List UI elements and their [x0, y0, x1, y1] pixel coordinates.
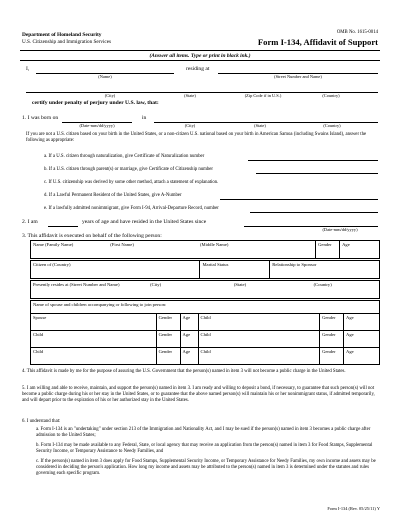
caption-birth-date: (Date-mm/dd/yyyy): [79, 123, 115, 128]
caption-zip: (Zip Code if in U.S.): [244, 93, 282, 98]
residing-at-label: residing at: [186, 66, 210, 72]
item2-text: years of age and have resided in the United States since: [82, 219, 207, 225]
child4-age-label: Age: [182, 349, 191, 354]
child5-age-label: Age: [346, 349, 354, 354]
child5-cell[interactable]: [198, 348, 320, 365]
header-rule-bottom: [20, 60, 380, 61]
accompanying-header-cell: [31, 301, 380, 314]
child1-cell[interactable]: [198, 314, 320, 331]
child2-age-label: Age: [182, 332, 191, 337]
naturalization-number-field[interactable]: [248, 160, 378, 161]
accompanying-header-label: Name of spouse and children accompanying or following to join person:: [33, 302, 167, 307]
item2-label: 2. I am: [22, 219, 38, 225]
child4-gender-cell[interactable]: [156, 348, 180, 365]
spouse-gender-cell[interactable]: [156, 314, 180, 331]
citizenship-number-field[interactable]: [256, 173, 378, 174]
item4-text: 4. This affidavit is made by me for the purpose of assuring the U.S. Government that the person(s) named in item 3 will not become a public charge in the United States.: [22, 369, 346, 374]
item6b-text: b. Form I-134 may be made available to any Federal, State, or local agency that may receive an application from the person(s) named in item 3 for Food Stamps, Supplemental Security Income, or Temporary Assistance to Needy Families, and: [36, 443, 373, 454]
residence-city-label: (City): [150, 282, 162, 287]
agency-name: U.S. Citizenship and Immigration Services: [22, 39, 112, 45]
gender-label: Gender: [318, 242, 332, 247]
i-label: I,: [26, 66, 30, 72]
caption-birth-country: (Country): [323, 123, 341, 128]
relationship-label: Relationship to Sponsor: [272, 262, 317, 267]
child4-cell[interactable]: [31, 348, 157, 365]
item5-text: 5. I am willing and able to receive, maintain, and support the person(s) named in item 3. I am ready and willing to deposit a bond, if necessary, to guarantee that such person(s) will not become a public charge during his or her stay in the United States, or to guarantee that the above named person(s) will maintain his or her nonimmigrant status, if admitted temporarily, and will depart prior to the expiration of his or her authorized stay in the United States.: [22, 386, 375, 403]
item6a-text: a. Form I-134 is an "undertaking" under section 213 of the Immigration and Nationality Act, and I may be sued if the person(s) named in item 3 becomes a public charge after admission to the United States;: [36, 427, 371, 438]
header-rule-top: [20, 50, 380, 51]
spouse-gender-label: Gender: [158, 315, 173, 320]
instructions-text: (Answer all items. Type or print in black ink.): [149, 53, 251, 59]
residence-street-label: Presently resides at (Street Number and Name): [33, 282, 120, 287]
age-cell[interactable]: [340, 241, 380, 259]
residence-state-label: (State): [233, 282, 247, 287]
child1-age-cell[interactable]: [344, 314, 380, 331]
caption-city: (City): [104, 93, 116, 98]
item1-born-on-label: 1. I was born on: [22, 115, 59, 121]
child1-age-label: Age: [346, 315, 354, 320]
caption-birth-city: (City): [184, 123, 196, 128]
item1c-text: c. If U.S. citizenship was derived by some other method, attach a statement of explanation.: [44, 180, 219, 185]
age-field[interactable]: [48, 226, 78, 227]
i94-number-field[interactable]: [250, 212, 378, 213]
item6c-text: c. If the person(s) named in item 3 does apply for Food Stamps, Supplemental Security Income, or Temporary Assistance for Needy Families, my own income and assets may be considered in deciding the person's application. How long my income and assets may be attributed to the person(s) named in item 3 is determined under the statutes and rules governing each specific program.: [36, 459, 376, 476]
child5-age-cell[interactable]: [344, 348, 380, 365]
beneficiary-table-row3: [30, 280, 380, 299]
first-name-cell[interactable]: [108, 241, 198, 259]
item1b-text: b. If a U.S. citizen through parent(s) or marriage, give Certificate of Citizenship number: [44, 167, 214, 172]
caption-name: (Name): [98, 74, 112, 79]
spouse-age-cell[interactable]: [180, 314, 198, 331]
residence-city-cell[interactable]: [148, 281, 232, 299]
beneficiary-table-row2: [30, 260, 380, 279]
marital-status-label: Marital Status: [202, 262, 229, 267]
child3-age-cell[interactable]: [344, 331, 380, 348]
child3-gender-label: Gender: [322, 332, 336, 337]
first-name-label: (First Name): [110, 242, 134, 247]
item1-in-label: in: [142, 115, 147, 121]
spouse-cell[interactable]: [31, 314, 157, 331]
family-name-cell[interactable]: [31, 241, 109, 259]
spouse-label: Spouse: [33, 315, 47, 320]
child5-label: Child: [200, 349, 211, 354]
omb-number: OMB No. 1615-0014: [336, 30, 378, 35]
certify-statement: certify under penalty of perjury under U.S. law, that:: [32, 100, 159, 106]
residence-country-label: (Country): [313, 282, 332, 287]
child4-age-cell[interactable]: [180, 348, 198, 365]
child2-gender-label: Gender: [158, 332, 173, 337]
citizen-of-label: Citizen of (Country): [33, 262, 71, 267]
relationship-cell[interactable]: [270, 261, 380, 279]
item1-note: If you are not a U.S. citizen based on your birth in the United States, or a non-citizen U.S. national based on your birth in American Samoa (including Swains Island), answer the following as appropriate:: [26, 132, 367, 143]
item1a-text: a. If a U.S. citizen through naturalization, give Certificate of Naturalization number: [44, 154, 205, 159]
item1e-text: e. If a lawfully admitted nonimmigrant, give Form I-94, Arrival-Departure Record, number: [44, 206, 219, 211]
marital-status-cell[interactable]: [200, 261, 270, 279]
child5-gender-cell[interactable]: [320, 348, 344, 365]
gender-cell[interactable]: [316, 241, 340, 259]
child2-age-cell[interactable]: [180, 331, 198, 348]
accompanying-table: [30, 300, 380, 365]
caption-state: (State): [184, 93, 196, 98]
residence-country-cell[interactable]: [312, 281, 380, 299]
form-footer-code: Form I-134 (Rev. 05/25/11) Y: [327, 506, 380, 511]
residence-street-cell[interactable]: [31, 281, 149, 299]
form-header: [20, 22, 380, 52]
middle-name-label: (Middle Name): [199, 242, 229, 247]
child4-label: Child: [33, 349, 44, 354]
child1-label: Child: [200, 315, 211, 320]
department-name: Department of Homeland Security: [22, 32, 102, 38]
citizen-of-cell[interactable]: [31, 261, 200, 279]
child4-gender-label: Gender: [158, 349, 173, 354]
item6-intro: 6. I understand that:: [22, 419, 61, 424]
item3-intro: 3. This affidavit is executed on behalf of the following person:: [22, 233, 162, 239]
form-title: Form I-134, Affidavit of Support: [257, 37, 378, 47]
beneficiary-table: [30, 240, 380, 259]
child1-gender-label: Gender: [322, 315, 336, 320]
caption-country: (Country): [322, 93, 340, 98]
caption-birth-state: (State): [254, 123, 266, 128]
a-number-field[interactable]: [220, 199, 378, 200]
middle-name-cell[interactable]: [198, 241, 316, 259]
child3-label: Child: [200, 332, 211, 337]
caption-street: (Street Number and Name): [274, 74, 322, 79]
child2-label: Child: [33, 332, 44, 337]
child3-cell[interactable]: [198, 331, 320, 348]
family-name-label: Name (Family Name): [33, 242, 74, 247]
item1d-text: d. If a Lawful Permanent Resident of the United States, give A-Number: [44, 193, 182, 198]
spouse-age-label: Age: [182, 315, 191, 320]
child3-age-label: Age: [346, 332, 354, 337]
age-label: Age: [342, 242, 350, 247]
caption-residence-date: (Date-mm/dd/yyyy): [322, 227, 358, 232]
child3-gender-cell[interactable]: [320, 331, 344, 348]
child5-gender-label: Gender: [322, 349, 336, 354]
child2-gender-cell[interactable]: [156, 331, 180, 348]
child2-cell[interactable]: [31, 331, 157, 348]
child1-gender-cell[interactable]: [320, 314, 344, 331]
residence-state-cell[interactable]: [232, 281, 312, 299]
